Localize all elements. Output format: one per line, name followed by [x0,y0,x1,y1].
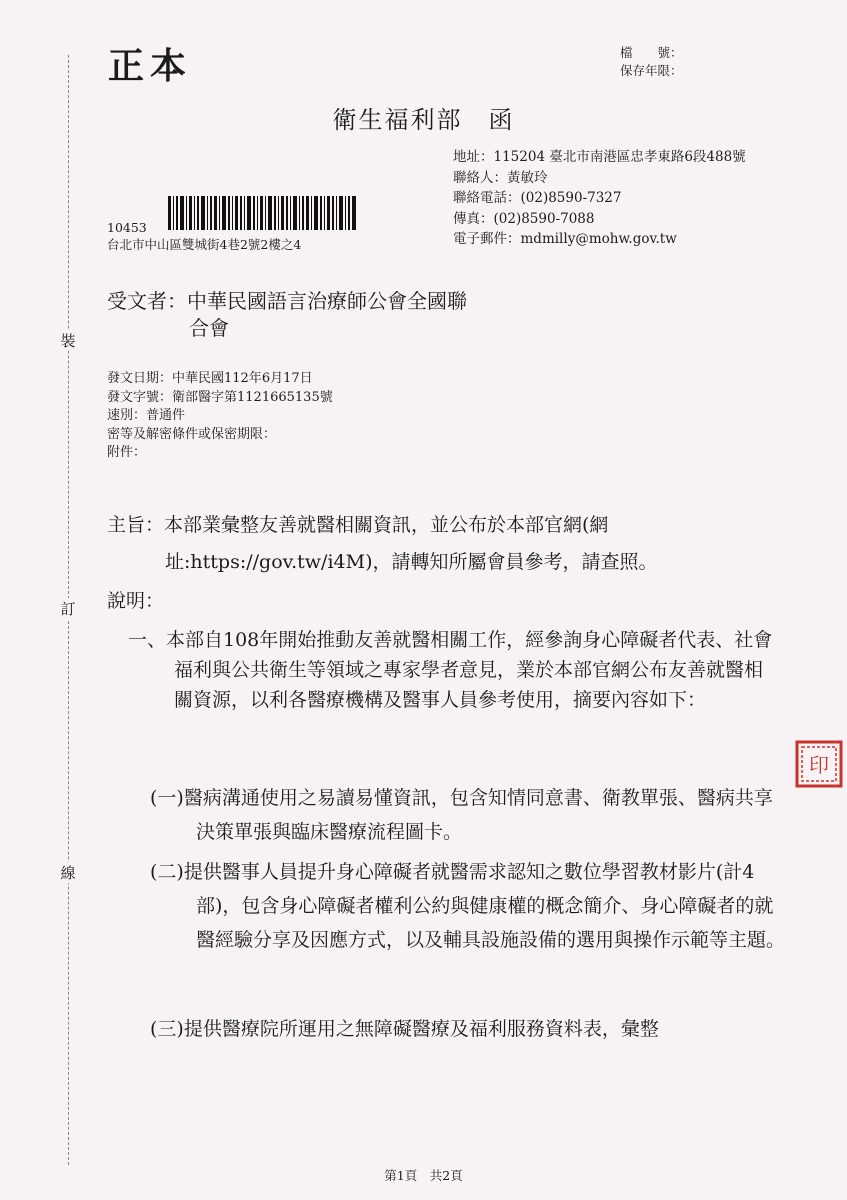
dispatch-number: 發文字號：衛部醫字第1121665135號 [107,389,333,405]
contact-address: 地址：115204 臺北市南港區忠孝東路6段488號 [453,149,746,165]
subject [107,507,787,581]
dispatch-date: 發文日期：中華民國112年6月17日 [107,371,313,386]
file-number: 檔 號： [620,45,683,60]
item-1-text: 一、本部自108年開始推動友善就醫相關工作，經參詢身心障礙者代表、社會福利與公共衛生等領域之專家學者意見，業於本部官網公布友善就醫相關資源，以利各醫療機構及醫事人員參考使用，摘要內容如下： [128,629,773,711]
recipient-line-2: 合會 [189,316,229,340]
sub-item-2-text: (二)提供醫事人員提升身心障礙者就醫需求認知之數位學習教材影片(計4部)，包含身心障礙者權利公約與健康權的概念簡介、身心障礙者的就醫經驗分享及因應方式，以及輔具設施設備的選用與操作示範等主題。 [150,861,786,951]
sub-item-3 [150,1012,790,1046]
contact-person: 聯絡人：黃敏玲 [453,169,548,186]
red-seal-stamp [795,740,843,788]
original-copy-label: 正本 [108,45,193,87]
sub-item-3-text: (三)提供醫療院所運用之無障礙醫療及福利服務資料表，彙整 [150,1018,659,1040]
sub-item-1-text: (一)醫病溝通使用之易讀易懂資訊，包含知情同意書、衛教單張、醫病共享決策單張與臨床醫療流程圖卡。 [150,787,773,843]
page-footer: 第1頁 共2頁 [384,1168,463,1183]
contact-phone: 聯絡電話：(02)8590-7327 [453,190,622,206]
retention-period: 保存年限： [620,63,683,78]
recipient [107,288,537,342]
margin-mark-zhuang: 裝 [58,330,78,351]
seal-glyph: 印 [809,753,829,777]
margin-mark-ding: 訂 [58,598,78,619]
explanation-heading: 說明： [107,590,165,612]
subject-line-1: 主旨：本部業彙整友善就醫相關資訊，並公布於本部官網(網 [107,514,609,536]
subject-line-2: 址:https://gov.tw/i4M)，請轉知所屬會員參考，請查照。 [165,551,658,573]
delivery-speed: 速別：普通件 [107,408,186,424]
contact-block [453,147,746,250]
recipient-address: 台北市中山區雙城街4巷2號2樓之4 [107,237,302,252]
file-meta [620,44,683,80]
document-title: 衛生福利部 函 [332,106,515,134]
sub-item-2 [150,855,790,957]
contact-fax: 傳真：(02)8590-7088 [453,210,595,227]
contact-email: 電子郵件：mdmilly@mohw.gov.tw [453,231,677,247]
attachments: 附件： [107,445,147,461]
recipient-line-1: 受文者：中華民國語言治療師公會全國聯 [107,289,467,313]
postal-block [107,219,301,253]
explanation-item-1 [128,625,778,715]
confidentiality: 密等及解密條件或保密期限： [107,426,277,442]
margin-mark-xian: 線 [58,862,78,883]
postal-code: 10453 [107,220,147,235]
dispatch-meta [107,370,333,463]
sub-item-1 [150,781,790,849]
